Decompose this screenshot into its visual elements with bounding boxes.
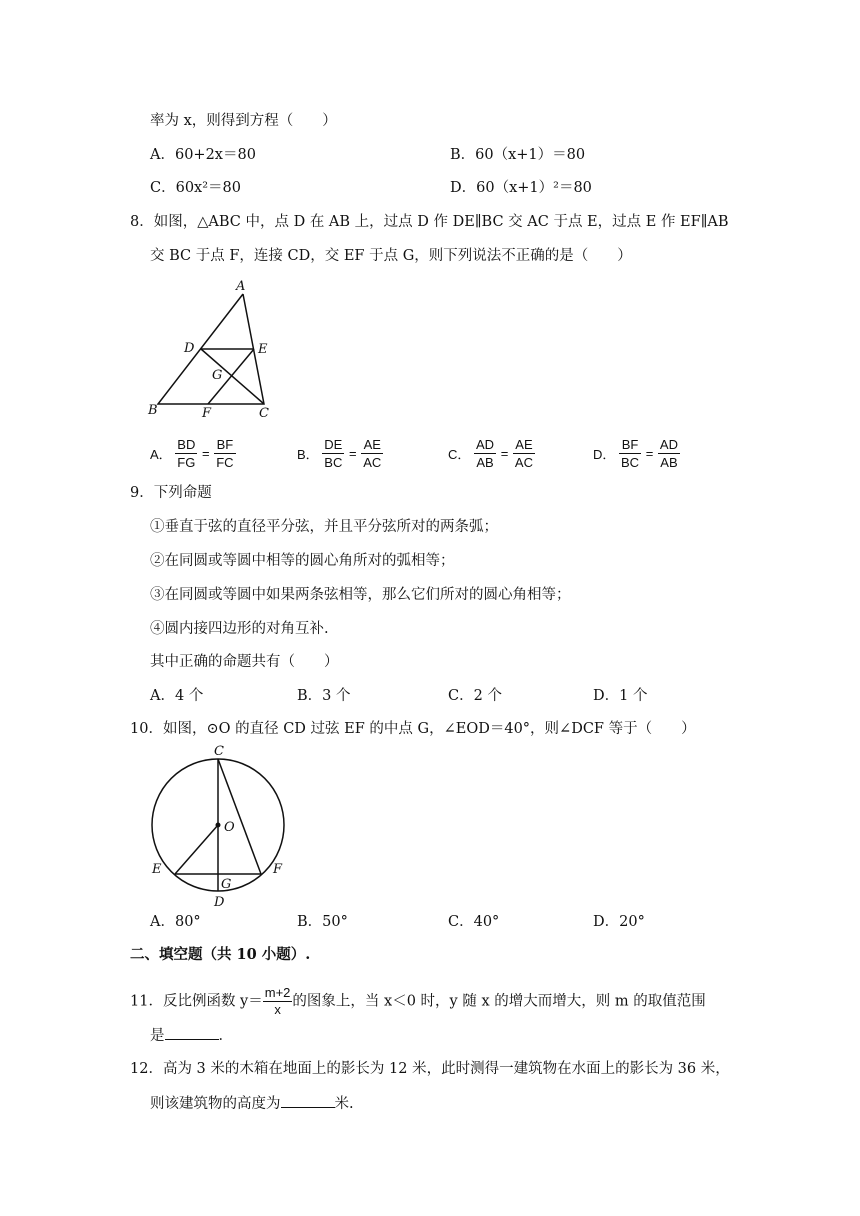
q8-option-c <box>448 436 535 471</box>
q11-fraction <box>263 985 293 1018</box>
q9-item-1: ①垂直于弦的直径平分弦，并且平分弦所对的两条弧； <box>150 519 498 535</box>
q10-option-a: A．80° <box>150 914 201 930</box>
denominator: AC <box>363 455 382 470</box>
q9-item-3: ③在同圆或等圆中如果两条弦相等，那么它们所对的圆心角相等； <box>150 587 571 603</box>
option-letter: A． <box>150 447 172 462</box>
q9-option-d: D．1 个 <box>593 688 648 704</box>
label-c: C <box>214 744 224 759</box>
denominator: FC <box>216 455 234 470</box>
q8-line-1: 8．如图，△ABC 中，点 D 在 AB 上，过点 D 作 DE∥BC 交 AC 于点 E，过点 E 作 EF∥AB <box>130 214 729 230</box>
option-letter: B． <box>297 447 319 462</box>
label-f: F <box>273 862 283 877</box>
label-o: O <box>224 820 235 835</box>
segment-oe <box>175 825 218 874</box>
denominator: BC <box>621 455 640 470</box>
q10-option-b: B．50° <box>297 914 348 930</box>
answer-blank[interactable] <box>165 1025 219 1040</box>
label-b: B <box>148 403 158 418</box>
q10-circle-figure <box>140 740 300 910</box>
q12-line-1: 12．高为 3 米的木箱在地面上的影长为 12 米，此时测得一建筑物在水面上的影长为 36 米， <box>130 1061 730 1077</box>
center-point <box>216 823 221 828</box>
q9-question: 其中正确的命题共有（ ） <box>150 654 339 670</box>
denominator: AC <box>514 455 533 470</box>
numerator: BF <box>214 436 235 454</box>
answer-blank[interactable] <box>281 1093 335 1108</box>
numerator: DE <box>324 437 343 452</box>
q10-option-c: C．40° <box>448 914 500 930</box>
q8-option-d <box>593 436 680 471</box>
denominator: x <box>274 1002 281 1017</box>
q8-triangle-figure <box>140 276 290 422</box>
equals-sign: = <box>500 446 509 461</box>
q10-stem: 10．如图，⊙O 的直径 CD 过弦 EF 的中点 G，∠EOD＝40°，则∠DCF 等于（ ） <box>130 721 696 737</box>
denominator: FG <box>177 455 196 470</box>
numerator: AD <box>659 437 678 452</box>
label-d: D <box>214 895 225 910</box>
equals-sign: = <box>645 446 654 461</box>
label-c: C <box>259 406 269 421</box>
q9-option-a: A．4 个 <box>150 688 204 704</box>
denominator: AB <box>660 455 678 470</box>
q9-item-2: ②在同圆或等圆中相等的圆心角所对的弧相等； <box>150 553 455 569</box>
q9-option-c: C．2 个 <box>448 688 502 704</box>
denominator: BC <box>324 455 343 470</box>
section-2-title: 二、填空题（共 10 小题）. <box>130 946 311 963</box>
numerator: BD <box>177 437 196 452</box>
equals-sign: = <box>348 446 357 461</box>
label-g: G <box>212 368 223 383</box>
option-letter: D． <box>593 447 616 462</box>
q11-line-1: 11．反比例函数 y＝ $\frac{m+2}{x}$ 的图象上，当 x＜0 时，y 随 x 的增大而增大，则 m 的取值范围 <box>130 985 706 1017</box>
segment-cf <box>218 759 261 874</box>
numerator: BF <box>619 436 641 454</box>
q8-line-2: 交 BC 于点 F，连接 CD，交 EF 于点 G，则下列说法不正确的是（ ） <box>150 248 632 264</box>
numerator: AE <box>361 436 383 454</box>
label-d: D <box>184 341 195 356</box>
label-e: E <box>152 862 162 877</box>
denominator: AB <box>476 455 494 470</box>
q8-option-a <box>150 436 236 471</box>
numerator: m+2 <box>264 985 291 1000</box>
q7-option-d: D．60（x+1）²＝80 <box>450 180 592 196</box>
q8-option-b <box>297 436 383 471</box>
numerator: AE <box>513 436 535 454</box>
label-g: G <box>221 877 232 892</box>
q9-stem: 9．下列命题 <box>130 485 212 501</box>
q9-item-4: ④圆内接四边形的对角互补. <box>150 621 329 637</box>
q9-option-b: B．3 个 <box>297 688 351 704</box>
label-a: A <box>236 279 246 294</box>
label-f: F <box>202 406 212 421</box>
q10-option-d: D．20° <box>593 914 645 930</box>
numerator: AD <box>476 437 495 452</box>
label-e: E <box>258 342 268 357</box>
option-letter: C． <box>448 447 471 462</box>
equals-sign: = <box>201 446 210 461</box>
q7-stem-tail: 率为 x，则得到方程（ ） <box>150 113 337 129</box>
q11-line-2: 是 ． <box>150 1025 233 1046</box>
q12-line-2: 则该建筑物的高度为 米. <box>150 1093 354 1114</box>
q7-option-c: C．60x²＝80 <box>150 180 242 196</box>
q7-option-a: A．60+2x＝80 <box>150 147 256 163</box>
q7-option-b: B．60（x+1）＝80 <box>450 147 586 163</box>
